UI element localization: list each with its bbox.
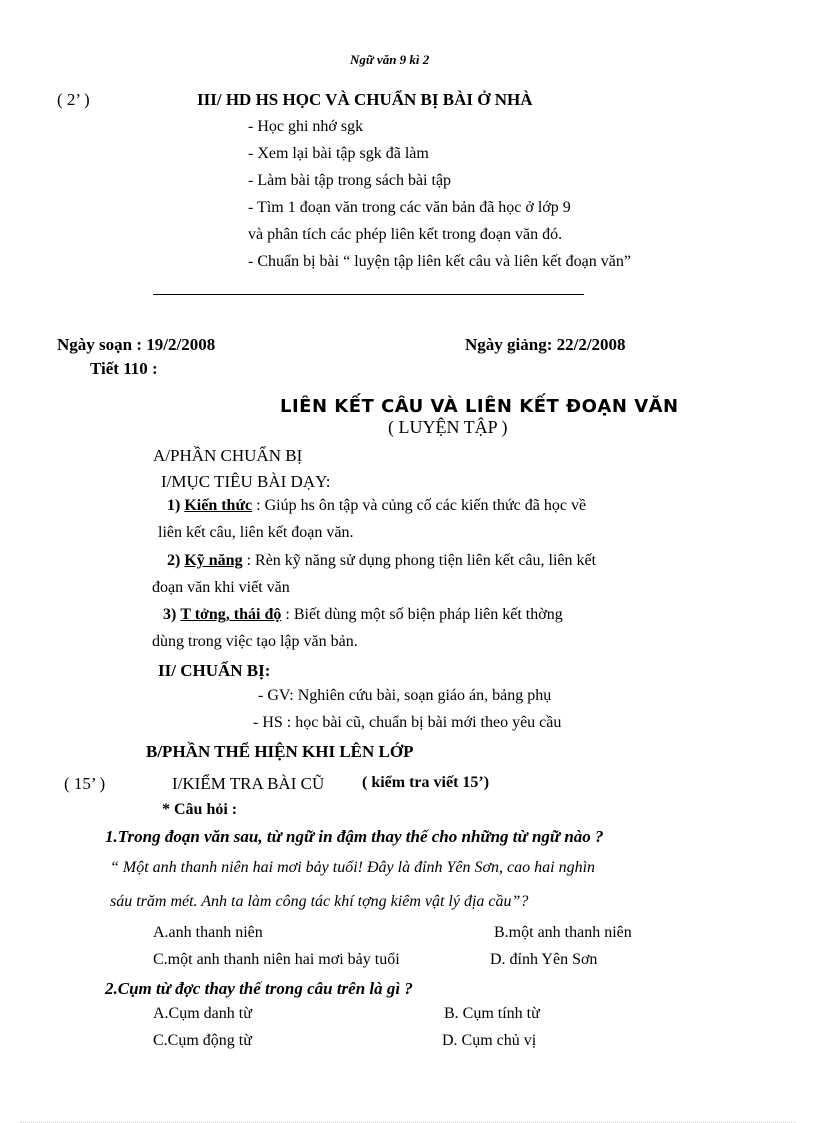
homework-item: - Làm bài tập trong sách bài tập <box>248 172 452 189</box>
check-time: ( 15’ ) <box>64 774 106 793</box>
homework-heading: III/ HD HS HỌC VÀ CHUẨN BỊ BÀI Ở NHÀ <box>197 90 533 109</box>
check-heading: I/KIỂM TRA BÀI CŨ <box>172 774 325 793</box>
q2-option-b: B. Cụm tính từ <box>444 1005 540 1022</box>
homework-item: - Học ghi nhớ sgk <box>248 118 364 135</box>
page-header-title: Ngữ văn 9 kì 2 <box>350 52 430 67</box>
q1-option-b: B.một anh thanh niên <box>494 924 632 941</box>
homework-item: - Tìm 1 đoạn văn trong các văn bản đã học ở lớp 9 <box>248 199 571 216</box>
knowledge-label: Kiến thức <box>184 497 253 514</box>
teacher-prep: - GV: Nghiên cứu bài, soạn giáo án, bảng phụ <box>258 687 552 704</box>
skill-text-2: đoạn văn khi viết văn <box>152 579 290 596</box>
section-divider <box>153 294 584 295</box>
lesson-title: LIÊN KẾT CÂU VÀ LIÊN KẾT ĐOẠN VĂN <box>280 396 679 417</box>
skill-number: 2) <box>167 552 181 569</box>
attitude-label: T tởng, thái độ <box>180 606 282 623</box>
knowledge-number: 1) <box>167 497 181 514</box>
quote-line-1: “ Một anh thanh niên hai mơi bảy tuổi! Đây là đỉnh Yên Sơn, cao hai nghìn <box>110 859 596 876</box>
skill-text: : Rèn kỹ năng sử dụng phong tiện liên kết câu, liên kết <box>242 552 597 569</box>
homework-item: - Chuẩn bị bài “ luyện tập liên kết câu và liên kết đoạn văn” <box>248 253 631 270</box>
knowledge-text: : Giúp hs ôn tập và củng cố các kiến thức đã học về <box>252 497 587 514</box>
part-a-heading: A/PHẦN CHUẨN BỊ <box>153 446 303 465</box>
q2-option-d: D. Cụm chủ vị <box>442 1032 537 1049</box>
question-1: 1.Trong đoạn văn sau, từ ngữ in đậm thay thế cho những từ ngữ nào ? <box>105 827 604 846</box>
attitude-number: 3) <box>163 606 177 623</box>
skill-line <box>167 552 596 570</box>
prep-date: Ngày soạn : 19/2/2008 <box>57 335 216 354</box>
question-2: 2.Cụm từ đợc thay thế trong câu trên là gì ? <box>105 979 413 998</box>
lesson-subtitle: ( LUYỆN TẬP ) <box>388 417 508 437</box>
question-label: * Câu hỏi : <box>162 801 238 818</box>
quote-line-2: sáu trăm mét. Anh ta làm công tác khí tợng kiêm vật lý địa cầu”? <box>110 893 529 910</box>
attitude-text: : Biết dùng một số biện pháp liên kết thờng <box>281 606 563 623</box>
skill-label: Kỹ năng <box>184 552 243 569</box>
attitude-text-2: dùng trong việc tạo lập văn bản. <box>152 633 358 650</box>
period-number: Tiết 110 : <box>90 359 158 378</box>
q1-option-a: A.anh thanh niên <box>153 924 263 941</box>
homework-item: - Xem lại bài tập sgk đã làm <box>248 145 429 162</box>
student-prep: - HS : học bài cũ, chuẩn bị bài mới theo yêu cầu <box>253 714 562 731</box>
teach-date: Ngày giảng: 22/2/2008 <box>465 335 626 354</box>
knowledge-line <box>167 497 586 515</box>
q2-option-c: C.Cụm động từ <box>153 1032 252 1049</box>
q1-option-d: D. đỉnh Yên Sơn <box>490 951 598 968</box>
prep-heading: II/ CHUẨN BỊ: <box>158 661 271 680</box>
homework-item: và phân tích các phép liên kết trong đoạn văn đó. <box>248 226 563 243</box>
knowledge-text-2: liên kết câu, liên kết đoạn văn. <box>158 524 354 541</box>
homework-time: ( 2’ ) <box>57 90 90 109</box>
attitude-line <box>163 606 563 624</box>
part-b-heading: B/PHẦN THỂ HIỆN KHI LÊN LỚP <box>146 742 414 761</box>
objectives-heading: I/MỤC TIÊU BÀI DẠY: <box>161 472 331 491</box>
q1-option-c: C.một anh thanh niên hai mơi bảy tuổi <box>153 951 400 968</box>
check-note: ( kiểm tra viết 15’) <box>362 774 490 791</box>
q2-option-a: A.Cụm danh từ <box>153 1005 252 1022</box>
